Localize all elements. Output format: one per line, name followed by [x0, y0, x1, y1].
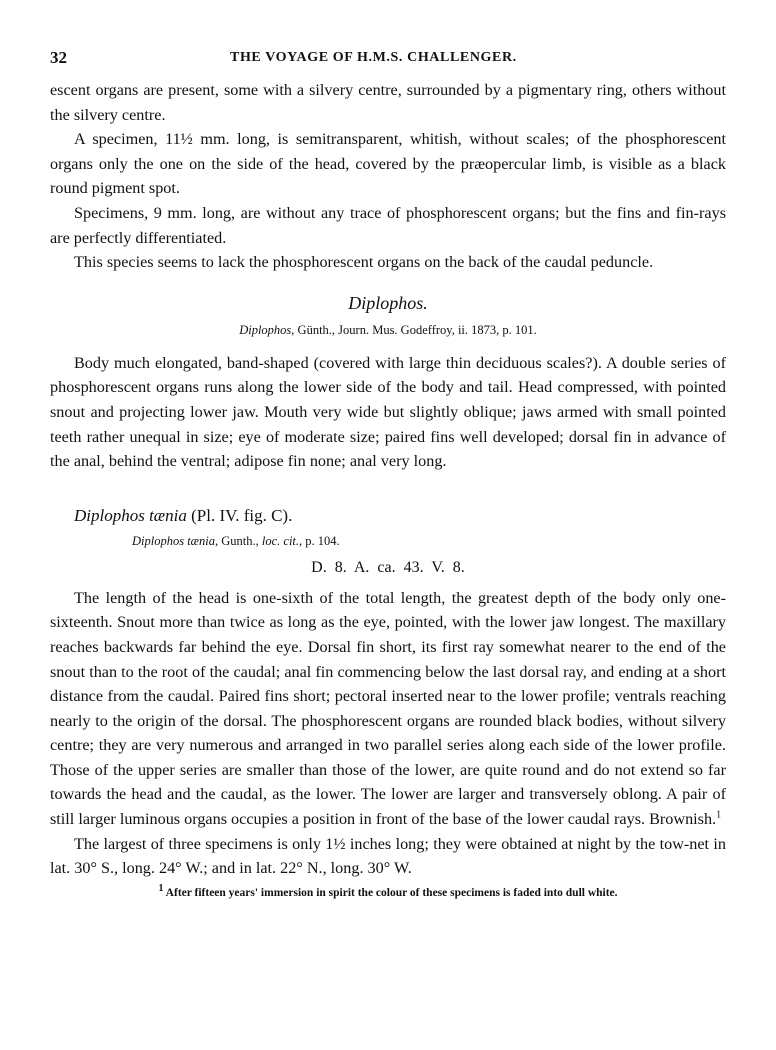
genus-ref-name: Diplophos — [239, 322, 292, 337]
paragraph-continued: escent organs are present, some with a silvery centre, surrounded by a pigmentary ring, others without the silvery centre. — [50, 81, 726, 124]
paragraph-caudal-peduncle: This species seems to lack the phosphorescent organs on the back of the caudal peduncle. — [74, 253, 654, 272]
species-ref-loc: loc. cit. — [261, 533, 300, 548]
genus-description: Body much elongated, band-shaped (covered with large thin deciduous scales?). A double series of phosphorescent organs runs along the lower side of the body and tail. Head compressed, with pointed snout and projecting lower jaw. Mouth very wide but slightly oblique; jaws armed with small pointed teeth rather unequal in size; eye of moderate size; paired fins well developed; dorsal fin in advance of the anal, behind the ventral; adipose fin none; anal very long. — [50, 353, 726, 471]
species-description — [50, 586, 726, 832]
paragraph-specimen-11mm: A specimen, 11½ mm. long, is semitransparent, whitish, without scales; of the phosphorescent organs only the one on the side of the head, covered by the præopercular limb, is visible as a black round pigment spot. — [50, 130, 726, 198]
species-ref-mid: , Gunth., — [215, 533, 262, 548]
species-heading-name: Diplophos tænia — [74, 505, 187, 525]
genus-heading: Diplophos. — [348, 292, 428, 313]
species-reference — [132, 532, 726, 550]
paragraph-specimen-9mm: Specimens, 9 mm. long, are without any trace of phosphorescent organs; but the fins and fin-rays are perfectly differentiated. — [50, 203, 726, 247]
footnote — [50, 885, 726, 901]
page-number: 32 — [50, 48, 67, 67]
species-ref-end: , p. 104. — [299, 533, 340, 548]
species-ref-name: Diplophos tænia — [132, 533, 215, 548]
fin-formula: D. 8. A. ca. 43. V. 8. — [311, 558, 465, 576]
species-heading — [74, 504, 726, 528]
species-heading-plate: (Pl. IV. fig. C). — [186, 505, 293, 525]
species-specimens: The largest of three specimens is only 1½ inches long; they were obtained at night by the tow-net in lat. 30° S., long. 24° W.; and in lat. 22° N., long. 30° W. — [50, 834, 726, 878]
book-page — [50, 48, 726, 901]
genus-reference — [50, 321, 726, 339]
running-head — [50, 48, 726, 78]
genus-ref-text: , Günth., Journ. Mus. Godeffroy, ii. 1873, p. 101. — [291, 322, 537, 337]
footnote-text: After fifteen years' immersion in spirit the colour of these specimens is faded into dull white. — [163, 886, 618, 899]
footnote-number: 1 — [158, 883, 164, 895]
species-description-text: The length of the head is one-sixth of the total length, the greatest depth of the body only one-sixteenth. Snout more than twice as long as the eye, pointed, with the lower jaw longest. The maxillary reaches backwards far behind the eye. Dorsal fin short, its first ray somewhat nearer to the end of the snout than to the root of the caudal; anal fin commencing below the last dorsal ray, and ending at a short distance from the caudal. Paired fins short; pectoral inserted near to the lower profile; ventrals reaching nearly to the origin of the dorsal. The phosphorescent organs are rounded black bodies, without silvery centre; they are very numerous and arranged in two parallel series along each side of the lower profile. Those of the upper series are smaller than those of the lower, are quite round and do not extend so far towards the head and the caudal, as the lower. The lower are larger and transversely oblong. A pair of still larger luminous organs occupies a position in front of the base of the lower caudal rays. Brownish. — [50, 588, 726, 829]
running-title: THE VOYAGE OF H.M.S. CHALLENGER. — [230, 50, 517, 65]
footnote-marker: 1 — [716, 809, 722, 821]
